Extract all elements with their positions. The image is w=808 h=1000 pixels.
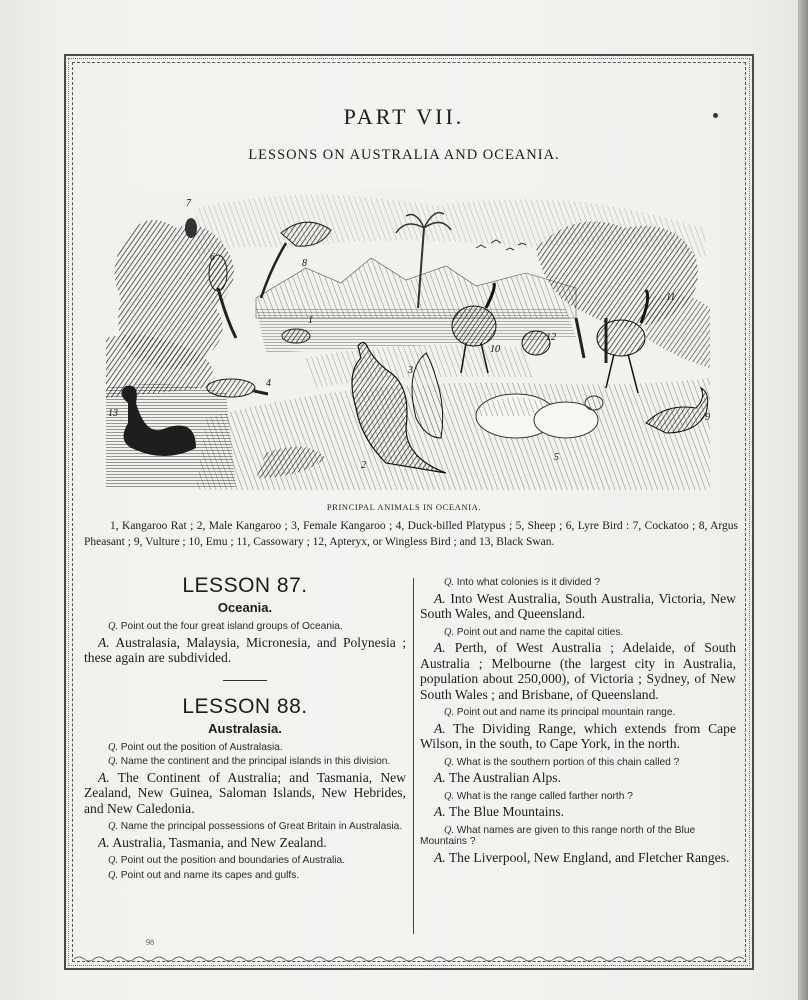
lesson-88-subheading: Australasia. [208,720,282,736]
question-text: Point out the position of Australasia. [120,741,283,753]
question-text: Point out and name the capital cities. [456,626,624,638]
lesson-87-heading: LESSON 87. [182,574,308,597]
answer [420,640,736,702]
question [420,757,736,769]
animal-number-12: 12 [546,332,556,343]
figure-caption: PRINCIPAL ANIMALS IN OCEANIA. [326,502,482,512]
animal-number-5: 5 [554,452,559,463]
animal-number-4: 4 [266,378,271,389]
part-title: PART VII. [343,104,465,129]
animal-number-1: 1 [308,315,313,326]
lesson-88-heading: LESSON 88. [182,694,308,718]
question-text: What is the southern portion of this chain called ? [456,756,680,768]
question-label: Q. [108,821,118,832]
answer [420,850,736,866]
answer-text: Into West Australia, South Australia, Victoria, New South Wales, and Queensland. [420,590,736,621]
question [420,825,736,848]
question-text: Name the continent and the principal islands in this division. [120,756,391,767]
answer [84,770,406,817]
answer [420,804,736,820]
question [84,870,406,882]
question-label: Q. [444,707,454,718]
answer-label: A. [98,769,110,785]
question-text: Point out and name its capes and gulfs. [120,869,300,881]
column-divider [413,578,414,934]
animal-number-11: 11 [666,292,676,303]
question-text: Point out the four great island groups of Oceania. [120,621,343,632]
animal-number-3: 3 [408,365,413,376]
question [84,756,406,768]
question-text: Name the principal possessions of Great Britain in Australasia. [120,821,403,832]
question-label: Q. [444,577,454,588]
answer-label: A. [98,834,110,850]
answer-text: Perth, of West Australia ; Adelaide, of South Australia ; Melbourne (the largest city in Australia, population about 250,000), of Victoria ; Sydney, of New South Wales ; and Brisbane, of Queensland. [420,640,737,702]
answer-text: Australasia, Malaysia, Micronesia, and Polynesia ; these again are subdivided. [84,634,406,665]
question [84,742,406,754]
part-subtitle: LESSONS ON AUSTRALIA AND OCEANIA. [248,147,560,163]
answer-label: A. [434,640,446,655]
question-text: Into what colonies is it divided ? [456,577,601,588]
answer-text: The Continent of Australia; and Tasmania, New Zealand, New Guinea, Saloman Islands, New Hebrides, and New Caledonia. [84,769,406,816]
question-text: What names are given to this range north of the Blue Mountains ? [420,824,696,847]
right-column [420,574,736,870]
question-label: Q. [444,824,454,836]
left-column [84,574,406,883]
question-label: Q. [444,626,454,638]
question-label: Q. [108,621,118,632]
page-number: 98 [146,938,154,947]
section-divider [223,680,267,681]
answer-text: The Australian Alps. [448,770,561,785]
question [84,621,406,633]
animal-number-13: 13 [108,408,118,419]
animal-number-10: 10 [490,344,500,355]
animal-number-8: 8 [302,258,307,269]
lesson-87-subheading: Oceania. [217,600,273,615]
question [84,821,406,833]
question [420,791,736,803]
answer-text: The Blue Mountains. [448,804,565,819]
question [420,707,736,719]
bottom-ornament [74,955,744,963]
question-text: Point out the position and boundaries of Australia. [120,855,346,866]
answer-text: The Dividing Range, which extends from Cape Wilson, in the south, to Cape York, in the north. [420,720,736,751]
question [420,627,736,639]
animal-number-2: 2 [361,460,366,471]
engraving-svg [106,188,710,490]
question-label: Q. [444,790,454,802]
question [420,577,736,589]
answer-label: A. [434,720,446,736]
answer [420,770,736,786]
answer-label: A. [98,634,110,650]
answer-text: Australia, Tasmania, and New Zealand. [112,834,327,850]
answer [420,721,736,752]
question-label: Q. [108,869,118,881]
question-text: What is the range called farther north ? [456,790,633,802]
figure-legend: 1, Kangaroo Rat ; 2, Male Kangaroo ; 3, Female Kangaroo ; 4, Duck-billed Platypus ; 5, Sheep ; 6, Lyre Bird : 7, Cockatoo ; 8, Argus Pheasant ; 9, Vulture ; 10, Emu ; 11, Cassowary ; 12, Apteryx, or Wingless Bird ; and 13, Black Swan. [84,520,738,548]
answer-label: A. [434,849,446,865]
question-text: Point out and name its principal mountain range. [456,707,676,718]
question-label: Q. [108,741,118,753]
question-label: Q. [444,756,454,768]
animal-number-6: 6 [210,252,215,263]
answer [420,591,736,622]
answer-label: A. [434,770,446,785]
question-label: Q. [108,855,118,866]
animals-engraving [106,188,710,490]
animal-number-7: 7 [186,198,191,209]
answer-label: A. [434,804,446,819]
question [84,855,406,867]
answer [84,835,406,851]
question-label: Q. [108,756,118,767]
answer-label: A. [434,590,446,606]
answer [84,635,406,666]
animal-number-9: 9 [705,412,710,423]
answer-text: The Liverpool, New England, and Fletcher Ranges. [448,849,730,865]
